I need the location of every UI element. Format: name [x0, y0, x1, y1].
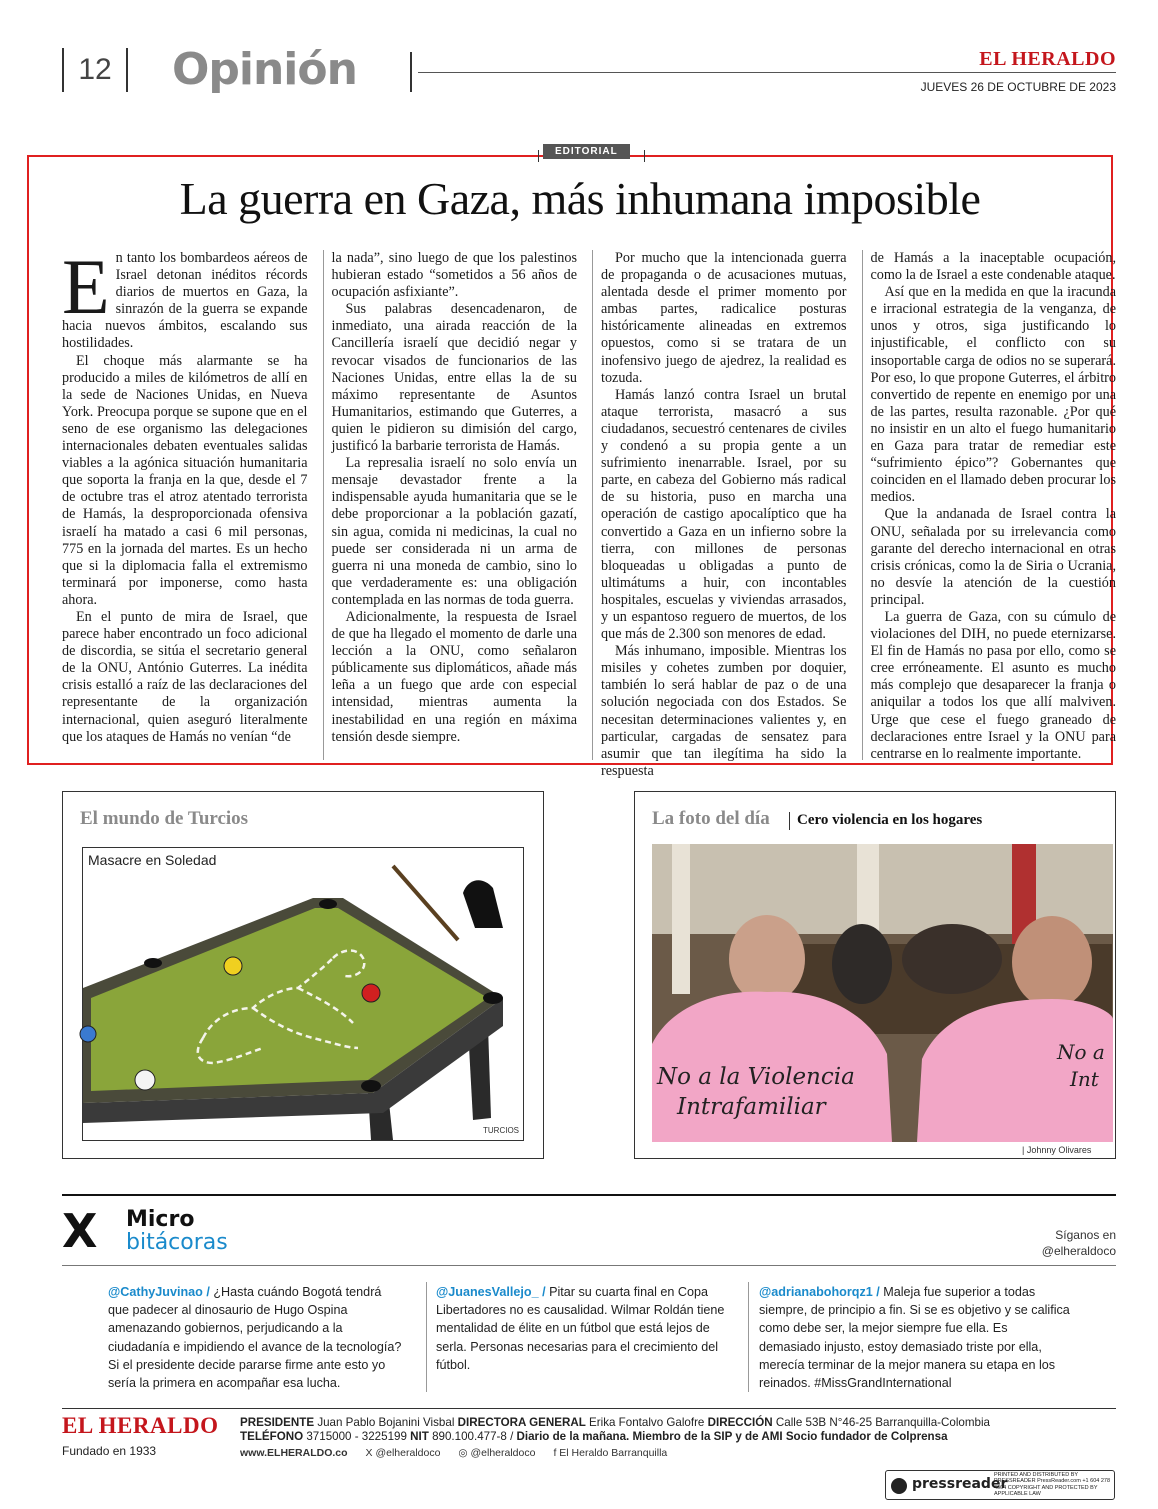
footer-line-1: PRESIDENTE Juan Pablo Bojanini Visbal DIRECTORA GENERAL Erika Fontalvo Galofre DIRECCIÓN Calle 53B N°46-25 Barranquilla-Colombia [240, 1416, 990, 1429]
shirt-text-right-1: No a [1057, 1040, 1105, 1064]
tweet-text: Maleja fue superior a todas siempre, de principio a fin. Si se es objetivo y se califica como debe ser, la mejor siempre fue ella. Es demasiado injusto, estoy demasiado triste por ella, merecía terminar de la mejor manera su etapa en los reinados. #MissGrandInternational [759, 1285, 1070, 1391]
editorial-column-4 [862, 250, 1117, 760]
x-logo-icon: X [62, 1204, 98, 1258]
blue-ball [80, 1026, 96, 1042]
crowd [902, 924, 1002, 994]
pressreader-logo-icon [891, 1478, 907, 1494]
masthead-brand: EL HERALDO [979, 48, 1116, 70]
micro-divider [62, 1265, 1116, 1266]
paragraph [62, 243, 308, 353]
cartoon-caption: Masacre en Soledad [88, 852, 217, 868]
red-ball [362, 984, 380, 1002]
website-link[interactable]: www.ELHERALDO.co [240, 1447, 348, 1459]
paragraph: La represalia israelí no solo envía un mensaje devastador frente a la indispensable ayuda humanitaria que se le debe proporcionar a la población gazatí, sin agua, comida ni medicinas, la cual no puede ser considerada ni un arma de guerra ni una moneda de cambio, sino lo que verdaderamente es: una obligación contemplada en las normas de toda guerra. [331, 455, 577, 608]
paragraph: Más inhumano, imposible. Mientras los misiles y cohetes zumben por doquier, también lo será hablar de paz o de una solución negociada con dos Estados. Se necesitan determinaciones valientes y, en particular, cargadas de sensatez para asumir que tan ilegítima ha sido la respuesta [601, 643, 847, 779]
cartoon-frame [82, 847, 524, 1141]
editorial-column-2 [323, 250, 578, 760]
paragraph-text: n tanto los bombardeos aéreos de Israel detonan inéditos récords diarios de muertos en Gaza, la sinrazón de la guerra se expande hacia nuevos ámbitos, escalando sus hostilidades. [62, 250, 308, 352]
issue-date: JUEVES 26 DE OCTUBRE DE 2023 [920, 80, 1116, 94]
head-right [1012, 916, 1092, 1008]
editorial-column-3 [592, 250, 847, 779]
cue-ball [135, 1070, 155, 1090]
tweet-text: Pitar su cuarta final en Copa Libertadores no es causalidad. Wilmar Roldán tiene mentalidad de élite en un fútbol que está lejos de serla. Personas necesarias para el crecimiento del fútbol. [436, 1285, 725, 1372]
micro-top-rule [62, 1194, 1116, 1196]
head-left [729, 915, 805, 1003]
photo-title-divider [789, 812, 790, 830]
pocket [319, 899, 337, 909]
photo-box-title: La foto del día [652, 808, 770, 829]
section-title: Opinión [172, 44, 357, 95]
footer-credits [240, 1416, 990, 1443]
pocket [361, 1080, 381, 1092]
footer-rule [62, 1408, 1116, 1409]
editorial-body [62, 243, 1116, 779]
paragraph: Así que en la medida en que la iracunda e irracional estrategia de la venganza, de unos y otros, siga justificando lo injustificable, el conflicto con su insoportable carga de odios no se superará. Por eso, lo que propone Guterres, el árbitro convertido de repente en enemigo por una de las partes, resulta razonable. ¿Por qué no insistir en un alto el fuego humanitario en Gaza para tratar de remediar este “sufrimiento épico”? Gobernantes que coinciden en el llamado deben procurar los medios. [870, 284, 1116, 506]
paragraph: de Hamás a la inaceptable ocupación, como la de Israel a este condenable ataque. [870, 250, 1116, 284]
facebook-link[interactable]: f El Heraldo Barranquilla [553, 1447, 668, 1459]
paragraph: Hamás lanzó contra Israel un brutal ataque terrorista, masacró a sus ciudadanos, secuestró centenares de civiles y condenó a su propia gente a un sufrimiento inenarrable. Israel, por su parte, en cabeza del Gobierno más radical de su historia, puso en marcha una operación de castigo apocalíptico que ha convertido a Gaza en un infierno sobre la tierra, con millones de personas bloqueadas u obligadas a punto de ultimátums a huir, con incontables hospitales, escuelas y viviendas arrasados, y un espantoso reguero de muertos, de los que más de 2.300 son menores de edad. [601, 386, 847, 643]
header-rule [418, 72, 1116, 73]
shirt-text-line-2: Intrafamiliar [677, 1094, 826, 1120]
tag-divider-right [644, 150, 645, 162]
follow-us [1042, 1227, 1116, 1259]
tweet-text: ¿Hasta cuándo Bogotá tendrá que padecer al dinosaurio de Hugo Ospina amenazando gobiernos, perjudicando a la ciudadanía e impidiendo el avance de la tecnología? Si el presidente decide pararse firme ante esto yo sería la primera en acompañar esa lucha. [108, 1285, 402, 1391]
crowd [832, 924, 892, 1004]
tweet [436, 1283, 732, 1374]
footer-line-2: TELÉFONO 3715000 - 3225199 NIT 890.100.477-8 / Diario de la mañana. Miembro de la SIP y de AMI Socio fundador de Colprensa [240, 1429, 948, 1443]
paragraph: la nada”, sino luego de que los palestinos hubieran estado “sometidos a 56 años de ocupación asfixiante”. [331, 250, 577, 301]
pressreader-name: pressreader [912, 1476, 1008, 1492]
footer-brand: EL HERALDO [62, 1413, 219, 1438]
paragraph: En el punto de mira de Israel, que parece haber encontrado un foco adicional de discordia, se sitúa el secretario general de la ONU, António Guterres. La inédita crisis estalló a raíz de las declaraciones del representante de la organización internacional, quien aseguró literalmente que los ataques de Hamás no venían “de [62, 608, 308, 745]
page-number: 12 [62, 48, 128, 92]
header-divider [410, 52, 412, 92]
editorial-column-1 [62, 243, 308, 760]
photo-illustration [652, 844, 1113, 1142]
photo-subtitle: Cero violencia en los hogares [797, 812, 983, 828]
cartoon-illustration [83, 848, 523, 1140]
paragraph: Adicionalmente, la respuesta de Israel de que ha llegado el momento de darle una lección a la ONU, como señalaron públicamente sus diplomáticos, añade más leña a un fuego que arde con especial intensidad, mientras aumenta la inestabilidad en una región en máxima tensión desde siempre. [331, 608, 577, 745]
grim-reaper [463, 880, 503, 928]
micro-title-1: Micro [126, 1207, 195, 1232]
paragraph: La guerra de Gaza, con su cúmulo de violaciones del DIH, no puede eternizarse. El fin de Hamás no pasa por ello, como se cree erróneamente. El asunto es mucho más complejo que desaparecer la franja o aniquilar a todos los que allí malviven. Urge que cese el fuego graneado de declaraciones entre Israel y la ONU para centrarse en lo realmente importante. [870, 608, 1116, 762]
pressreader-fine-print: PRINTED AND DISTRIBUTED BY PRESSREADER PressReader.com +1 604 278 4604 COPYRIGHT AND PROTECTED BY APPLICABLE LAW [994, 1472, 1111, 1497]
yellow-ball [224, 957, 242, 975]
column [672, 844, 690, 994]
instagram-link[interactable]: ◎ @elheraldoco [458, 1447, 536, 1459]
drop-cap: E [62, 243, 110, 330]
tweet-handle[interactable]: @CathyJuvinao / [108, 1285, 210, 1299]
cue-stick [393, 866, 458, 940]
follow-handle[interactable]: @elheraldoco [1041, 1244, 1116, 1258]
footer-links [240, 1447, 667, 1459]
cartoon-box-title: El mundo de Turcios [80, 808, 249, 829]
pocket [483, 992, 503, 1004]
tweet-divider [426, 1282, 427, 1392]
paragraph: El choque más alarmante se ha producido a miles de kilómetros de allí en la sede de Naciones Unidas, en Nueva York. Preocupa porque se supone que en el seno de ese organismo las delegaciones internacionales debaten eventuales salidas viables a la agónica situación humanitaria que soporta la franja en la que, desde el 7 de octubre tras el atroz atentado terrorista de Hamás, la desproporcionada ofensiva israelí ha matado a casi 6 mil personas, 775 en la jornada del martes. Es un hecho que si la diplomacia falla el extremismo terminará por imponerse, como hasta ahora. [62, 352, 308, 608]
cartoonist-signature: TURCIOS [483, 1126, 519, 1135]
photo-credit: | Johnny Olivares [1022, 1145, 1092, 1155]
tag-divider-left [538, 150, 539, 162]
founded-note: Fundado en 1933 [62, 1444, 157, 1458]
paragraph: Por mucho que la intencionada guerra de propaganda o de acusaciones mutuas, alentada desde el primer momento por ambas partes, radicalice posturas históricamente alineadas en extremos opuestos, como si se tratara de un inofensivo juego de ajedrez, la realidad es tozuda. [601, 250, 847, 386]
photo-of-the-day [652, 844, 1113, 1142]
tweet-handle[interactable]: @JuanesVallejo_ / [436, 1285, 546, 1299]
tweet [759, 1283, 1071, 1392]
editorial-tag: EDITORIAL [543, 144, 630, 159]
tweet-divider [748, 1282, 749, 1392]
paragraph: Sus palabras desencadenaron, de inmediato, una airada reacción de la Cancillería israelí que decidió negar y revocar visados de funcionarios de las Naciones Unidas, entre ellas la de su máximo representante de Asuntos Humanitarios, estimando que Guterres, a quien le pidieron su dimisión del cargo, justificó la barbarie terrorista de Hamás. [331, 301, 577, 455]
pocket [144, 958, 162, 968]
tweet [108, 1283, 403, 1392]
micro-title-2: bitácoras [126, 1230, 228, 1255]
editorial-headline: La guerra en Gaza, más inhumana imposible [179, 173, 981, 224]
shirt-text-line-1: No a la Violencia [657, 1064, 855, 1090]
follow-label: Síganos en [1055, 1228, 1116, 1242]
x-social-link[interactable]: X @elheraldoco [365, 1447, 441, 1459]
paragraph: Que la andanada de Israel contra la ONU, señalada por su irrelevancia como garante del derecho internacional en otras crisis crónicas, como la de Siria o Ucrania, no desvíe la atención de la cuestión principal. [870, 506, 1116, 608]
shirt-text-right-2: Int [1070, 1067, 1099, 1091]
tweet-handle[interactable]: @adrianabohorqz1 / [759, 1285, 880, 1299]
